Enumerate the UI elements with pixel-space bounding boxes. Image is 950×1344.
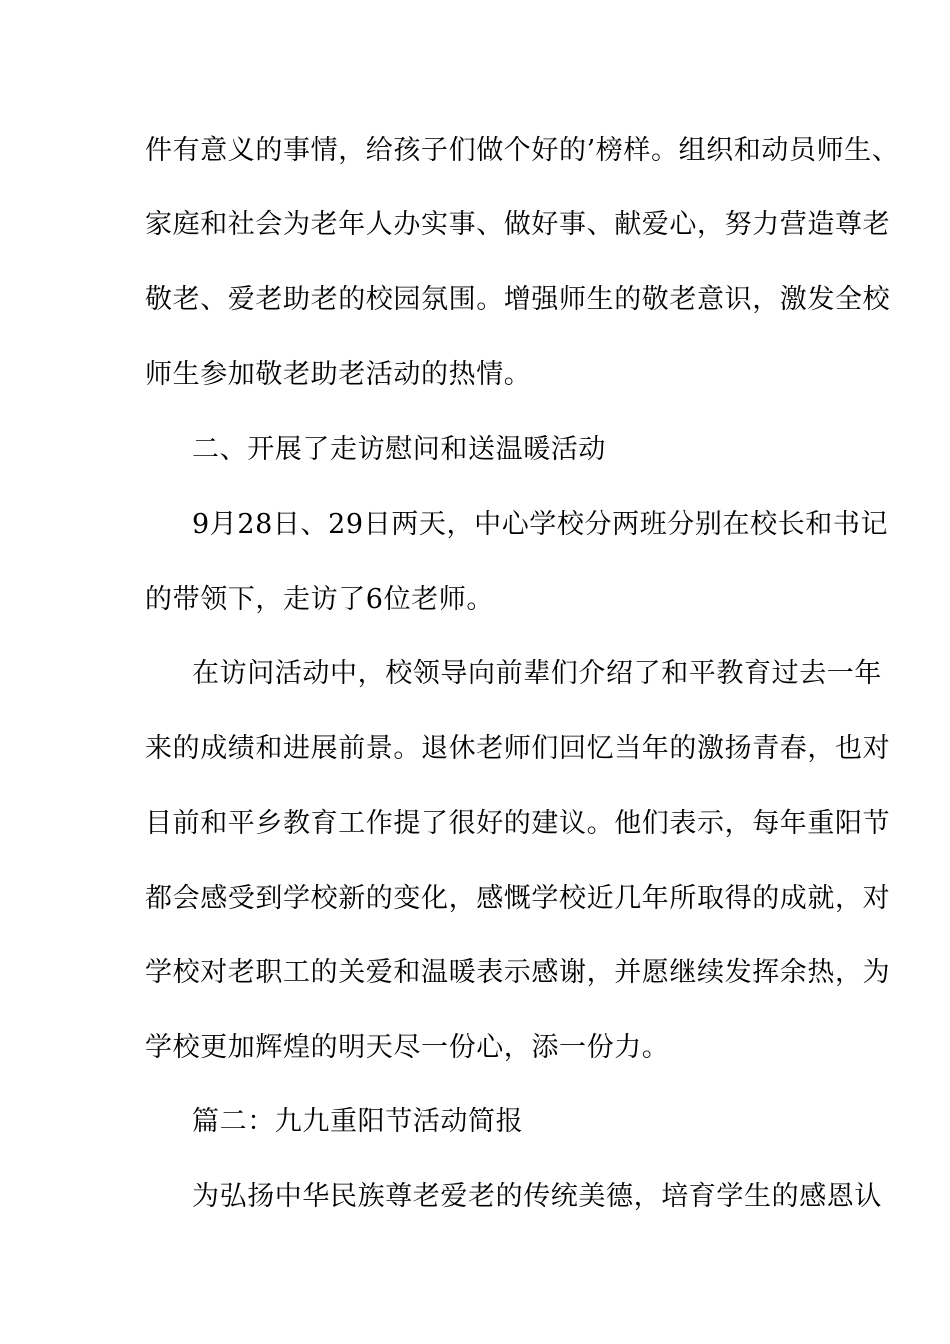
text-line: 敬老、爱老助老的校园氛围。增强师生的敬老意识，激发全校 — [145, 284, 891, 315]
text-line: 学校对老职工的关爱和温暖表示感谢，并愿继续发挥余热，为 — [145, 957, 891, 988]
text-line: 件有意义的事情，给孩子们做个好的’榜样。组织和动员师生、 — [145, 135, 900, 166]
text-line: 师生参加敬老助老活动的热情。 — [145, 359, 532, 390]
section-heading: 二、开展了走访慰问和送温暖活动 — [192, 434, 606, 465]
text-line: 目前和平乡教育工作提了很好的建议。他们表示，每年重阳节 — [145, 808, 891, 839]
text-line: 家庭和社会为老年人办实事、做好事、献爱心，努力营造尊老 — [145, 209, 891, 240]
text-line: 都会感受到学校新的变化，感慨学校近几年所取得的成就，对 — [145, 883, 891, 914]
text-line: 学校更加辉煌的明天尽一份心，添一份力。 — [145, 1032, 670, 1063]
text-line: 在访问活动中，校领导向前辈们介绍了和平教育过去一年 — [192, 658, 882, 689]
text-line: 9月28日、29日两天，中心学校分两班分别在校长和书记 — [192, 509, 889, 540]
article-heading: 篇二：九九重阳节活动简报 — [192, 1106, 524, 1137]
text-line: 的带领下，走访了6位老师。 — [145, 584, 494, 615]
text-line: 来的成绩和进展前景。退休老师们回忆当年的激扬青春，也对 — [145, 733, 891, 764]
text-line: 为弘扬中华民族尊老爱老的传统美德，培育学生的感恩认 — [192, 1181, 882, 1212]
